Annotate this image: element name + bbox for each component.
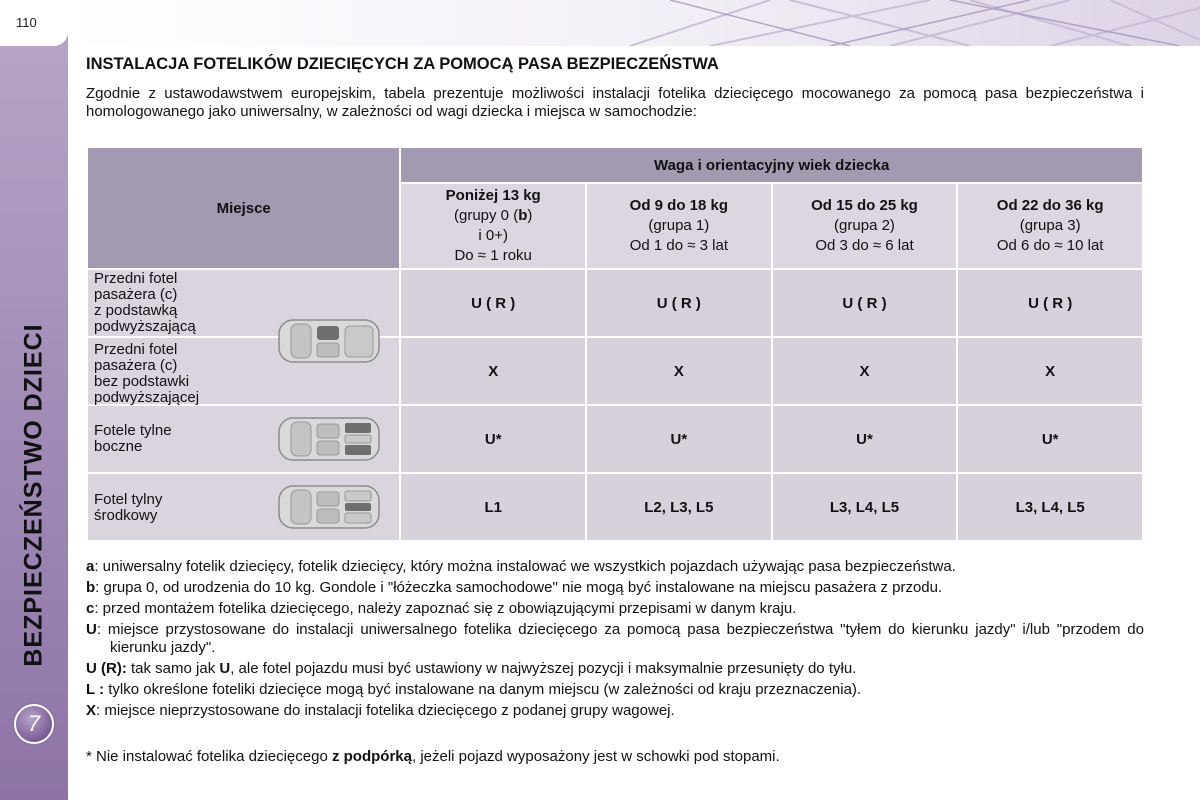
group-1-group: (grupa 1) xyxy=(648,217,710,234)
chapter-sidebar xyxy=(0,0,68,800)
note-ur xyxy=(86,660,1144,678)
cell: X xyxy=(773,338,957,404)
group-0-group-d: i 0+) xyxy=(478,227,508,244)
footnote-text: , jeżeli pojazd wyposażony jest w schowki pod stopami. xyxy=(411,748,780,765)
group-3-header xyxy=(958,184,1142,268)
note-x xyxy=(86,702,1144,720)
group-0-group-c: ) xyxy=(527,207,533,224)
decorative-lines xyxy=(70,0,1200,46)
group-3-weight: Od 22 do 36 kg xyxy=(996,197,1104,214)
note-c xyxy=(86,600,1144,618)
cell: X xyxy=(587,338,771,404)
row-label-front-without-booster xyxy=(88,338,399,404)
group-0-age: Do ≈ 1 roku xyxy=(454,247,532,264)
note-key: b xyxy=(86,579,96,596)
label-line: Fotele tylne xyxy=(94,422,172,439)
note-u xyxy=(86,621,1144,657)
cell: U* xyxy=(401,406,585,472)
note-key: L : xyxy=(86,681,105,698)
cell: U ( R ) xyxy=(401,270,585,336)
cell: U ( R ) xyxy=(773,270,957,336)
note-text: : miejsce nieprzystosowane do instalacji fotelika dziecięcego z podanej grupy wagowej. xyxy=(96,702,675,719)
row-label-text xyxy=(94,423,172,455)
label-line: z podstawką xyxy=(94,302,178,319)
note-b xyxy=(86,579,1144,597)
row-label-rear-center xyxy=(88,474,399,540)
note-text: tylko określone foteliki dziecięce mogą być instalowane na danym miejscu (w zależności od kraju przeznaczenia). xyxy=(104,681,862,698)
group-1-weight: Od 9 do 18 kg xyxy=(629,197,729,214)
car-top-view-rear-center-icon xyxy=(277,482,381,532)
row-label-text xyxy=(94,492,162,524)
footnote-bold: z podpórką xyxy=(331,748,412,765)
row-label-rear-side xyxy=(88,406,399,472)
label-line: boczne xyxy=(94,438,143,455)
note-text: : miejsce przystosowane do instalacji uniwersalnego fotelika dziecięcego za pomocą pasa bezpieczeństwa "tyłem do kierunku jazdy" i/lub "przodem do kierunku jazdy". xyxy=(96,621,1144,656)
row-label-text xyxy=(94,342,199,406)
note-l xyxy=(86,681,1144,699)
group-0-header xyxy=(401,184,585,268)
label-line: podwyższającą xyxy=(94,318,196,335)
label-line: Przedni fotel xyxy=(94,341,178,358)
cell: L3, L4, L5 xyxy=(958,474,1142,540)
note-key: U xyxy=(86,621,97,638)
group-3-age: Od 6 do ≈ 10 lat xyxy=(996,237,1104,254)
intro-paragraph: Zgodnie z ustawodawstwem europejskim, tabela prezentuje możliwości instalacji fotelika dziecięcego mocowanego za pomocą pasa bezpieczeństwa i homologowanego jako uniwersalny, w zależności od wagi dziecka i miejsca w samochodzie: xyxy=(86,85,1144,120)
label-line: środkowy xyxy=(94,507,158,524)
label-line: Przedni fotel xyxy=(94,270,178,287)
row-label-front-with-booster xyxy=(88,270,399,336)
group-2-weight: Od 15 do 25 kg xyxy=(811,197,918,214)
page-number: 110 xyxy=(0,0,68,46)
label-line: pasażera (c) xyxy=(94,286,178,303)
cell: L3, L4, L5 xyxy=(773,474,957,540)
cell: U* xyxy=(587,406,771,472)
footnote xyxy=(86,748,780,765)
chapter-number-badge: 7 xyxy=(14,704,54,744)
group-0-group-b: b xyxy=(518,207,528,224)
legend-notes xyxy=(86,558,1144,723)
footnote-text: * Nie instalować fotelika dziecięcego xyxy=(86,748,332,765)
note-key: U (R): xyxy=(86,660,127,677)
note-key: U xyxy=(219,660,231,677)
group-1-header xyxy=(587,184,771,268)
cell: L2, L3, L5 xyxy=(587,474,771,540)
cell: X xyxy=(958,338,1142,404)
label-line: bez podstawki xyxy=(94,373,190,390)
group-2-header xyxy=(773,184,957,268)
row-label-text xyxy=(94,271,196,335)
note-text: : przed montażem fotelika dziecięcego, należy zapoznać się z obowiązującymi przepisami w danym kraju. xyxy=(94,600,797,617)
cell: L1 xyxy=(401,474,585,540)
label-line: pasażera (c) xyxy=(94,357,178,374)
group-3-group: (grupa 3) xyxy=(1019,217,1081,234)
weight-age-header xyxy=(401,148,1142,182)
note-key: c xyxy=(86,600,95,617)
note-key: X xyxy=(86,702,97,719)
decorative-header xyxy=(70,0,1200,46)
weight-header-text: Waga i orientacyjny wiek dziecka xyxy=(653,156,890,174)
note-text: : grupa 0, od urodzenia do 10 kg. Gondole i "łóżeczka samochodowe" nie mogą być instalowane na miejscu pasażera z przodu. xyxy=(95,579,943,596)
note-key: a xyxy=(86,558,95,575)
label-line: Fotel tylny xyxy=(94,491,163,508)
cell: U* xyxy=(773,406,957,472)
note-a xyxy=(86,558,1144,576)
cell: U ( R ) xyxy=(958,270,1142,336)
note-text: : uniwersalny fotelik dziecięcy, fotelik dziecięcy, który można instalować we wszystkich pojazdach używając pasa bezpieczeństwa. xyxy=(94,558,956,575)
group-1-age: Od 1 do ≈ 3 lat xyxy=(629,237,728,254)
group-2-age: Od 3 do ≈ 6 lat xyxy=(815,237,914,254)
group-0-weight: Poniżej 13 kg xyxy=(445,187,541,204)
cell: X xyxy=(401,338,585,404)
group-2-group: (grupa 2) xyxy=(834,217,895,234)
note-text: , ale fotel pojazdu musi być ustawiony w najwyższej pozycji i maksymalnie przesunięty do tyłu. xyxy=(230,660,857,677)
section-title: INSTALACJA FOTELIKÓW DZIECIĘCYCH ZA POMOCĄ PASA BEZPIECZEŃSTWA xyxy=(86,55,719,73)
label-line: podwyższającej xyxy=(94,389,200,406)
cell: U* xyxy=(958,406,1142,472)
chapter-title-text: BEZPIECZEŃSTWO DZIECI xyxy=(19,323,48,667)
group-0-group-a: (grupy 0 ( xyxy=(454,207,519,224)
cell: U ( R ) xyxy=(587,270,771,336)
note-text: tak samo jak xyxy=(126,660,220,677)
place-header-text: Miejsce xyxy=(216,199,271,217)
seat-compatibility-table xyxy=(86,146,1144,542)
car-top-view-rear-side-icon xyxy=(277,414,381,464)
place-column-header xyxy=(88,148,399,268)
